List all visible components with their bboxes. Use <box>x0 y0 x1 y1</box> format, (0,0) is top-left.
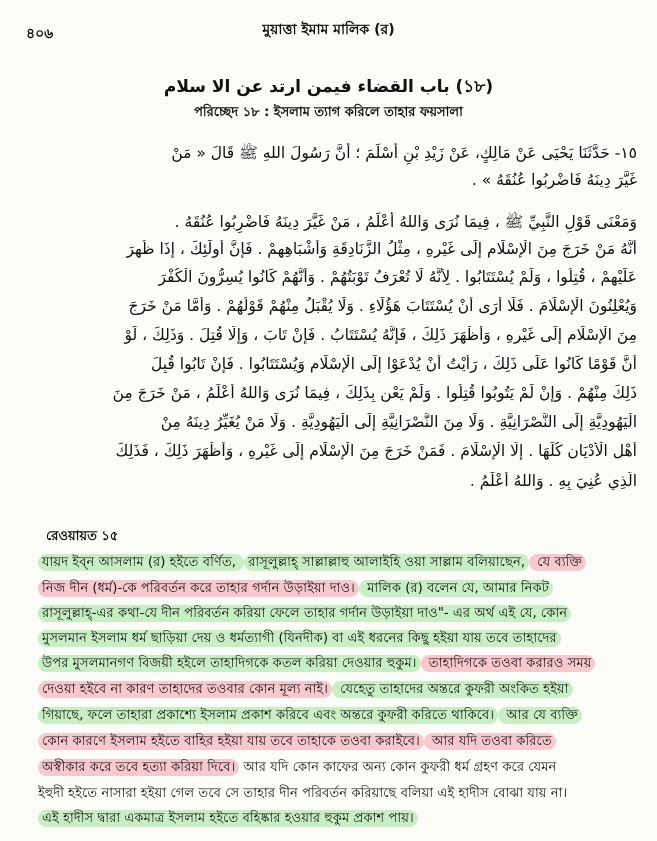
highlight-green: মুসলমান ইসলাম ধর্ম ছাড়িয়া দেয় ও ধর্মত্যাগী (যিনদীক) বা এই ধরনের কিছু হইয়া যায় তবে তাহাদের <box>38 630 561 647</box>
translation-line <box>38 808 635 830</box>
arabic-line: عَلَيْهِمْ ، قُتِلُوا ، وَلَمْ يُسْتَتَابُوا . لِأَنَّهُ لَا تُعْرَفُ تَوْبَتُهُمْ . وَأَنَّهُمْ كَانُوا يُسِرُّونَ الْكُفْرَ <box>158 268 637 286</box>
arabic-line: أَنَّ قَوْمًا كَانُوا عَلَى ذَلِكَ ، رَأَيْتُ أَنْ يُدْعَوْا إِلَى الْإِسْلَامِ وَيُسْتَتَابُوا . فَإِنْ تَابُوا قُبِلَ <box>151 355 637 373</box>
highlight-green: এই হাদীস দ্বারা একমাত্র ইসলাম হইতে বহিষ্কার হওয়ার হুকুম প্রকাশ পায়। <box>38 810 418 827</box>
highlight-green: উপর মুসলমানগণ বিজয়ী হইলে তাহাদিগকে কতল করিয়া দেওয়ার হুকুম। <box>38 655 421 672</box>
arabic-line: الَّذِي عُنِيَ بِهِ . وَاللهُ أَعْلَمُ . <box>469 472 637 490</box>
highlight-red: আর যদি তওবা করিতে <box>424 733 556 750</box>
arabic-line: ١٥- حَدَّثَنَا يَحْيَى عَنْ مَالِكٍ، عَنْ زَيْدِ بْنِ أَسْلَمَ ؛ أَنَّ رَسُولَ اللهِ ﷺ قَالَ « مَنْ <box>171 144 637 162</box>
highlight-red: অস্বীকার করে তবে হত্যা করিয়া দিবে। <box>38 759 239 776</box>
arabic-line: غَيَّرَ دِينَهُ فَاضْرِبُوا عُنُقَهُ » . <box>471 171 637 189</box>
page-number: ৪০৬ <box>26 26 54 42</box>
chapter-bengali-title: পরিচ্ছেদ ১৮ : ইসলাম ত্যাগ করিলে তাহার ফয়সালা <box>194 105 463 120</box>
highlight-green: রাসূলুল্লাহ্‌ সাল্লাল্লাহু আলাইহি ওয়া সাল্লাম বলিয়াছেন, <box>244 554 529 571</box>
translation-line <box>38 705 635 727</box>
translation-line <box>38 731 635 753</box>
highlight-green: মালিক (র) বলেন যে, আমার নিকট <box>359 580 553 597</box>
translation-line <box>38 552 635 574</box>
highlight-red: তাহাদিগকে তওবা করারও সময় <box>421 655 596 672</box>
highlight-red: নিজ দীন (ধর্ম)-কে পরিবর্তন করে তাহার গর্দান উড়াইয়া দাও। <box>38 580 359 597</box>
highlight-red: দেওয়া হইবে না কারণ তাহাদের তওবার কোন মূল্য নাই। <box>38 681 332 698</box>
translation-line <box>38 578 635 600</box>
translation-line <box>38 679 635 701</box>
highlight-green: রাসূলুল্লাহ্‌-এর কথা-যে দীন পরিবর্তন করিয়া ফেলে তাহার গর্দান উড়াইয়া দাও"- এর অর্থ এই যে, কোন <box>38 605 571 622</box>
plain-text: ইহুদী হইতে নাসারা হইয়া গেল তবে সে তাহার দীন পরিবর্তন করিয়াছে বলিয়া এই হাদীস বোঝা যায় না। <box>38 786 568 801</box>
arabic-line: وَيُعْلِنُونَ الْإِسْلَامَ . فَلَا أَرَى أَنْ يُسْتَتَابَ هَؤُلَاءِ . وَلَا يُقْبَلُ مِنْهُمْ قَوْلُهُمْ . وَأَمَّا مَنْ خَرَجَ <box>128 297 637 315</box>
translation-line <box>38 628 635 650</box>
highlight-red: কোন কারণে ইসলাম হইতে বাহির হইয়া যায় তবে তাহাকে তওবা করাইবে। <box>38 733 424 750</box>
highlight-red: যে ব্যক্তি <box>529 554 586 571</box>
plain-text: আর যদি কোন কাফের অন্য কোন কুফরী ধর্ম গ্রহণ করে যেমন <box>239 760 557 775</box>
translation-line <box>38 757 635 779</box>
page-header <box>0 0 657 42</box>
highlight-green: যেহেতু তাহাদের অন্তরে কুফরী অংকিত হইয়া <box>332 681 573 698</box>
arabic-line: الْيَهُودِيَّةِ إِلَى النَّصْرَانِيَّةِ . وَلَا مِنَ النَّصْرَانِيَّةِ إِلَى الْيَهُودِيَّةِ . وَلَا مَنْ يُغَيِّرُ دِينَهُ مِنْ <box>160 413 637 431</box>
rewayat-label: রেওয়ায়ত ১৫ <box>46 529 119 544</box>
arabic-line: مِنَ الْإِسْلَامِ إِلَى غَيْرِهِ ، وَأَظْهَرَ ذَلِكَ ، فَإِنَّهُ يُسْتَتَابُ . فَإِنْ تَابَ ، وَإِلَّا قُتِلَ . وَذَلِكَ ، لَوْ <box>124 326 637 344</box>
highlight-green: গিয়াছে, ফলে তাহারা প্রকাশ্যে ইসলাম প্রকাশ করিবে এবং অন্তরে কুফরী করিতে থাকিবে। <box>38 707 498 724</box>
translation-line <box>38 603 635 625</box>
running-head: মুয়াত্তা ইমাম মালিক (র) <box>262 22 395 38</box>
arabic-line: وَمَعْنَى قَوْلِ النَّبِيِّ ﷺ ، فِيمَا نُرَى وَاللهُ أَعْلَمُ ، مَنْ غَيَّرَ دِينَهُ فَاضْرِبُوا عُنُقَهُ . <box>174 213 637 231</box>
translation-line <box>38 783 635 805</box>
arabic-line: ذَلِكَ مِنْهُمْ . وَإِنْ لَمْ يَتُوبُوا قُتِلُوا . وَلَمْ يَعْنِ بِذَلِكَ ، فِيمَا نُرَى وَاللهُ أَعْلَمُ ، مَنْ خَرَجَ مِنَ <box>112 384 637 402</box>
translation-line <box>38 653 635 675</box>
arabic-line: أَنَّهُ مَنْ خَرَجَ مِنَ الْإِسْلَامِ إِلَى غَيْرِهِ ، مِثْلُ الزَّنَادِقَةِ وَأَشْبَاهِهِمْ . فَإِنَّ أُولَئِكَ ، إِذَا ظُهِرَ <box>126 240 637 258</box>
highlight-green: যায়দ ইব্‌ন আসলাম (র) হইতে বর্ণিত, <box>38 554 244 571</box>
chapter-arabic-title: (১৮) باب القضاء فيمن ارتد عن الا سلام <box>163 77 494 97</box>
highlight-green: আর যে ব্যক্তি <box>498 707 582 724</box>
arabic-line: أَهْلِ الْأَدْيَانِ كُلِّهَا . إِلَّا الْإِسْلَامَ . فَمَنْ خَرَجَ مِنَ الْإِسْلَامِ إِلَى غَيْرِهِ ، وَأَظْهَرَ ذَلِكَ ، فَذَلِكَ <box>115 442 637 460</box>
